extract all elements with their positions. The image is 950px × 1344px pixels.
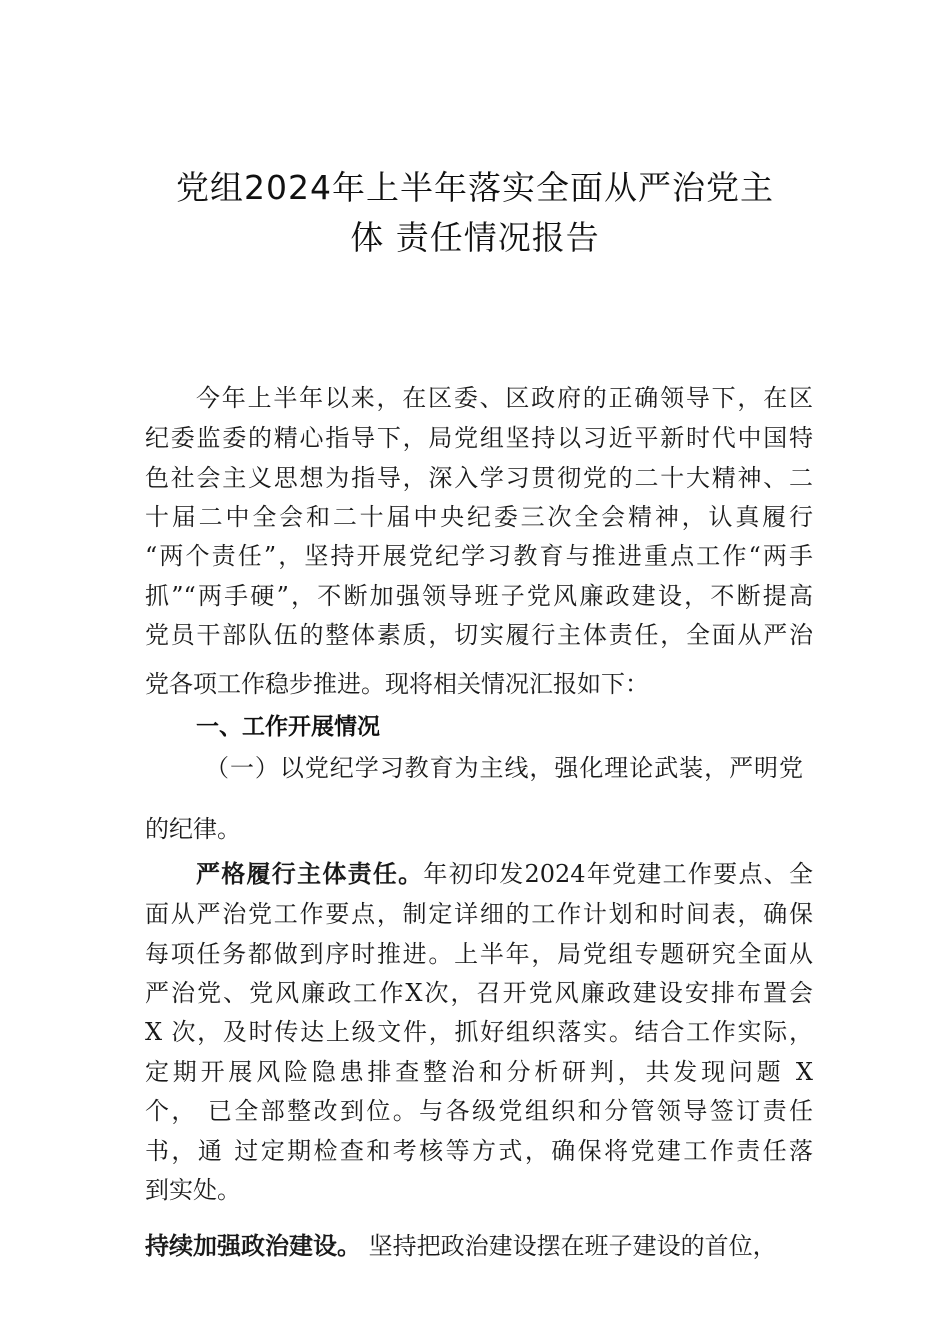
paragraph-1-line: 每项任务都做到序时推进。上半年，局党组专题研究全面从 xyxy=(145,940,813,968)
paragraph-1-line: X 次，及时传达上级文件，抓好组织落实。结合工作实际， xyxy=(145,1018,813,1046)
paragraph-1-lead: 严格履行主体责任。 xyxy=(196,860,424,888)
intro-line: 色社会主义思想为指导，深入学习贯彻党的二十大精神、二 xyxy=(145,464,813,492)
intro-line: 党各项工作稳步推进。现将相关情况汇报如下： xyxy=(145,670,649,698)
intro-line: 十届二中全会和二十届中央纪委三次全会精神，认真履行 xyxy=(145,503,813,531)
document-title-line-2: 体 责任情况报告 xyxy=(350,218,600,257)
subsection-heading-line-1: （一）以党纪学习教育为主线，强化理论武装，严明党 xyxy=(205,754,803,782)
paragraph-1-first-text: 年初印发2024年党建工作要点、全 xyxy=(423,860,813,888)
paragraph-2-first-line xyxy=(145,1230,813,1262)
intro-line: “两个责任”，坚持开展党纪学习教育与推进重点工作“两手 xyxy=(145,542,813,570)
paragraph-1-line: 面从严治党工作要点，制定详细的工作计划和时间表，确保 xyxy=(145,900,813,928)
paragraph-1-line: 定期开展风险隐患排查整治和分析研判，共发现问题 X xyxy=(145,1058,813,1086)
intro-line: 党员干部队伍的整体素质，切实履行主体责任，全面从严治 xyxy=(145,621,813,649)
paragraph-1-first-line xyxy=(196,858,813,890)
paragraph-1-line: 严治党、党风廉政工作X次，召开党风廉政建设安排布置会 xyxy=(145,979,813,1007)
paragraph-1-line: 个， 已全部整改到位。与各级党组织和分管领导签订责任 xyxy=(145,1097,813,1125)
paragraph-2-first-text: 坚持把政治建设摆在班子建设的首位， xyxy=(361,1232,777,1260)
intro-line: 纪委监委的精心指导下，局党组坚持以习近平新时代中国特 xyxy=(145,424,813,452)
subsection-heading-line-2: 的纪律。 xyxy=(145,815,241,843)
intro-line: 抓”“两手硬”，不断加强领导班子党风廉政建设，不断提高 xyxy=(145,582,813,610)
paragraph-1-line: 到实处。 xyxy=(145,1176,241,1204)
paragraph-1-line: 书，通 过定期检查和考核等方式，确保将党建工作责任落 xyxy=(145,1137,813,1165)
paragraph-2-lead: 持续加强政治建设。 xyxy=(145,1232,361,1260)
section-heading: 一、工作开展情况 xyxy=(196,714,380,740)
intro-line: 今年上半年以来，在区委、区政府的正确领导下，在区 xyxy=(196,384,813,412)
document-title-line-1: 党组2024年上半年落实全面从严治党主 xyxy=(176,168,774,207)
